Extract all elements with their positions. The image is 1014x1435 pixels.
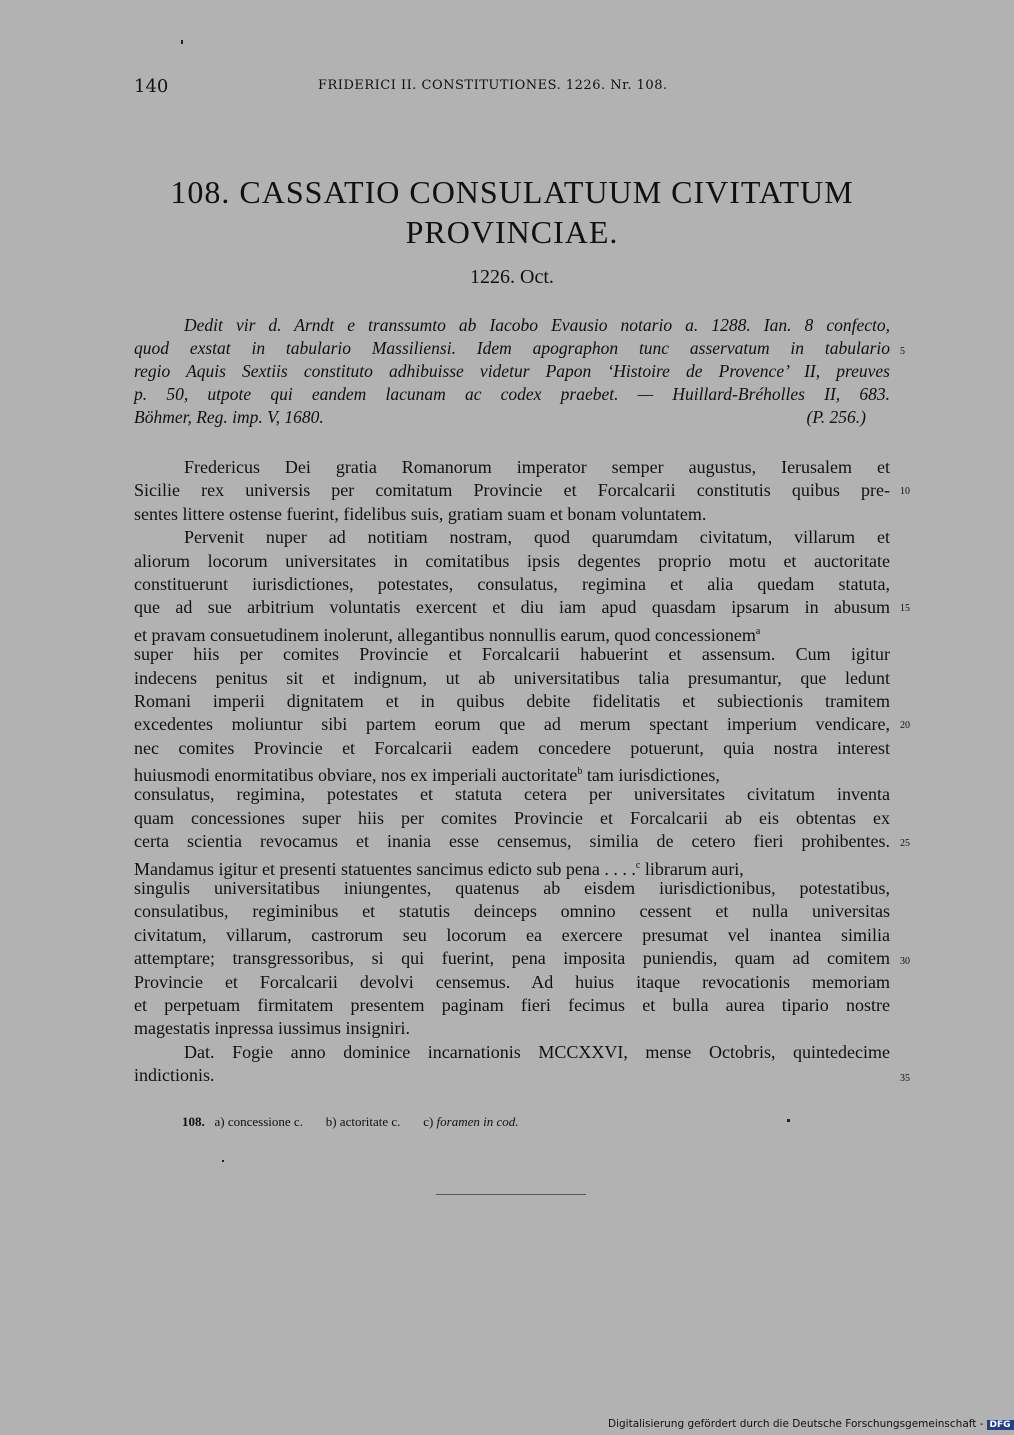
line-number: 20 [900,720,910,731]
document-date: 1226. Oct. [470,266,554,288]
body-line: nec comites Provincie et Forcalcarii eadem concedere potuerunt, quia nostra interest [134,737,890,758]
scan-speck [181,40,183,44]
scan-speck [787,1119,790,1122]
line-number: 25 [900,838,910,849]
running-header [134,76,894,100]
body-line [134,854,890,877]
credit-text: Digitalisierung gefördert durch die Deutsche Forschungsgemeinschaft - [608,1418,984,1430]
body-line: Sicilie rex universis per comitatum Provincie et Forcalcarii constitutis quibus pre- [134,480,890,501]
body-line: et perpetuam firmitatem presentem paginam fieri fecimus et bulla aurea tipario nostre [134,994,890,1015]
footnotes [182,1114,519,1130]
body-line: que ad sue arbitrium voluntatis exercent et diu iam apud quasdam ipsarum in abusum [134,597,890,618]
intro-line: p. 50, utpote qui eandem lacunam ac codex praebet. — Huillard-Bréholles II, 683. [134,384,890,404]
body-line: indecens penitus sit et indignum, ut ab universitatibus talia presumantur, que ledunt [134,667,890,688]
intro-line: quod exstat in tabulario Massiliensi. Idem apographon tunc asservatum in tabulario [134,338,890,358]
body-line: Romani imperii dignitatem et in quibus debite fidelitatis et subiectionis tramitem [134,690,890,711]
body-line [134,620,890,643]
note-marker-b: b [577,766,583,778]
body-line: Provincie et Forcalcarii devolvi censemus. Ad huius itaque revocationis memoriam [134,971,890,992]
source-note [134,314,890,429]
line-number: 10 [900,486,910,497]
intro-line: Dedit vir d. Arndt e transsumto ab Iacobo Evausio notario a. 1288. Ian. 8 confecto, [184,315,890,335]
body-line: Pervenit nuper ad notitiam nostram, quod quarumdam civitatum, villarum et [184,527,890,548]
title-line-1: 108. CASSATIO CONSULATUUM CIVITATUM [170,174,854,210]
intro-line: regio Aquis Sextiis constituto adhibuisse videtur Papon ‘Histoire de Provence’ II, preuves [134,361,890,381]
scan-speck [222,1160,224,1162]
body-line: indictionis. [134,1065,215,1086]
body-line: aliorum locorum universitates in comitatibus ipsis degentes proprio motu et auctoritate [134,550,890,571]
body-line: consulatus, regimina, potestates et statuta cetera per universitates civitatum inventa [134,784,890,805]
body-line: singulis universitatibus iniungentes, quatenus ab eisdem iurisdictionibus, potestatibus, [134,878,890,899]
scan-speck-line [436,1194,586,1195]
body-line: quam concessiones super hiis per comites Provincie et Forcalcarii ab eis obtentas ex [134,807,890,828]
intro-line [134,406,890,429]
footnote-number: 108. [182,1114,205,1129]
footnote-c-mark: c) [423,1114,434,1129]
body-line: Fredericus Dei gratia Romanorum imperator semper augustus, Ierusalem et [184,457,890,477]
body-line: certa scientia revocamus et inania esse censemus, similia de cetero fieri prohibentes. [134,831,890,852]
footnote-a-text: concessione c. [227,1114,303,1129]
body-line: super hiis per comites Provincie et Forcalcarii habuerint et assensum. Cum igitur [134,644,890,665]
document-body [134,456,890,1088]
body-line: attemptare; transgressoribus, si qui fuerint, pena imposita puniendis, quam ad comitem [134,948,890,969]
body-line: civitatum, villarum, castrorum seu locorum ea exercere presumat vel inantea similia [134,924,890,945]
line-number: 5 [900,346,905,357]
dfg-logo: DFG [987,1420,1014,1430]
body-text: huiusmodi enormitatibus obviare, nos ex imperiali auctoritate [134,765,578,786]
body-line: constituerunt iurisdictiones, potestates, consulatus, regimina et alia quedam statuta, [134,573,890,594]
body-line [134,760,890,786]
page-number: 140 [134,76,169,97]
body-line: consulatibus, regiminibus et statutis deinceps omnino cessent et nulla universitas [134,901,890,922]
body-text: librarum auri, [640,858,744,879]
dfg-credit [608,1418,1014,1430]
line-number: 15 [900,603,910,614]
body-text: tam iurisdictiones, [582,765,720,786]
note-marker-a: a [755,625,761,637]
title-line-2: PROVINCIAE. [405,214,619,250]
intro-ref: Böhmer, Reg. imp. V, 1680. [134,407,324,427]
intro-page-ref: (P. 256.) [806,407,866,427]
body-line: excedentes moliuntur sibi partem eorum que ad merum spectant imperium vendicare, [134,714,890,735]
footnote-a-mark: a) [214,1114,225,1129]
running-title: FRIDERICI II. CONSTITUTIONES. 1226. Nr. 108. [318,78,668,93]
body-line: Dat. Fogie anno dominice incarnationis MCCXXVI, mense Octobris, quintedecime [184,1041,890,1062]
body-text: Mandamus igitur et presenti statuentes sancimus edicto sub pena . . . . [134,858,636,879]
line-number: 35 [900,1073,910,1084]
footnote-b-mark: b) [325,1114,337,1129]
document-title [134,172,890,252]
body-text: et pravam consuetudinem inolerunt, allegantibus nonnullis earum, quod concessionem [134,624,756,645]
note-marker-c: c [635,859,641,871]
footnote-b-text: actoritate c. [339,1114,401,1129]
footnote-c-text: foramen in cod. [436,1114,519,1129]
body-line: sentes littere ostense fuerint, fidelibus suis, gratiam suam et bonam voluntatem. [134,503,707,524]
line-number: 30 [900,956,910,967]
body-line: magestatis inpressa iussimus insigniri. [134,1018,410,1039]
